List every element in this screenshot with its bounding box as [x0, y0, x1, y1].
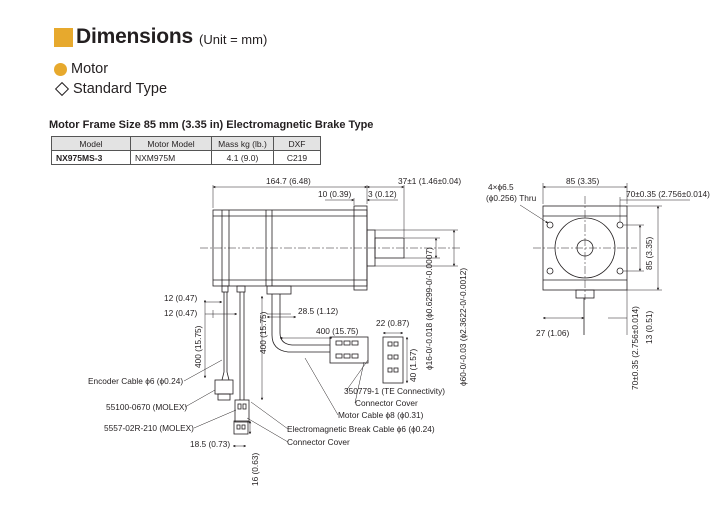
cell-model: NX975MS-3	[52, 151, 131, 165]
connector-front	[383, 337, 403, 383]
mount-hole	[617, 268, 623, 274]
dim-shaft-dia: ϕ16-0/-0.018 (ϕ0.6299-0/-0.0007)	[424, 247, 434, 370]
label-te-connector: 350779-1 (TE Connectivity)	[344, 386, 445, 396]
frame-title: Motor Frame Size 85 mm (3.35 in) Electromagnetic Brake Type	[49, 119, 374, 131]
encoder-cable	[222, 292, 224, 380]
dim-10: 10 (0.39)	[318, 189, 352, 199]
dim-13: 13 (0.51)	[644, 310, 654, 344]
dim-16: 16 (0.63)	[250, 452, 260, 486]
mount-hole	[617, 222, 623, 228]
mount-hole	[547, 268, 553, 274]
leader-line	[305, 358, 338, 415]
pin	[243, 404, 246, 409]
col-dxf: DXF	[274, 137, 321, 151]
encoder-connector-latch	[218, 394, 230, 400]
pin	[336, 341, 342, 345]
dim-400-brake: 400 (15.75)	[258, 311, 268, 354]
cable-gland	[222, 286, 228, 292]
leader-line	[194, 410, 236, 428]
dim-flange-height: 85 (3.35)	[644, 236, 654, 270]
pin	[352, 341, 358, 345]
cell-dxf[interactable]: C219	[274, 151, 321, 165]
dim-12-b: 12 (0.47)	[164, 308, 198, 318]
col-motor-model: Motor Model	[131, 137, 212, 151]
brake-connector-front	[234, 421, 248, 434]
pin	[352, 354, 358, 358]
subcategory-label: Standard Type	[73, 81, 168, 97]
motor-cable	[272, 294, 330, 352]
dim-28-5: 28.5 (1.12)	[298, 306, 339, 316]
encoder-connector	[215, 380, 233, 394]
col-model: Model	[52, 137, 131, 151]
dim-40: 40 (1.57)	[408, 348, 418, 382]
cell-mass: 4.1 (9.0)	[212, 151, 274, 165]
pin	[344, 354, 350, 358]
pin	[394, 368, 398, 372]
label-molex-1: 55100-0670 (MOLEX)	[106, 402, 188, 412]
dim-pcd-top: 70±0.35 (2.756±0.014)	[626, 189, 710, 199]
pin	[336, 354, 342, 358]
hole-spec-1: 4×ϕ6.5	[488, 182, 514, 192]
encoder-cable	[227, 292, 229, 380]
dim-overall-length: 164.7 (6.48)	[266, 176, 311, 186]
label-motor-cable: Motor Cable ϕ8 (ϕ0.31)	[338, 410, 424, 420]
label-encoder-cable: Encoder Cable ϕ6 (ϕ0.24)	[88, 376, 184, 386]
dim-400-motor: 400 (15.75)	[316, 326, 359, 336]
leader-line	[251, 402, 288, 429]
hole-spec-2: (ϕ0.256) Thru	[486, 193, 537, 203]
cable-gland	[267, 286, 291, 294]
dim-400-encoder: 400 (15.75)	[193, 325, 203, 368]
label-brake-cable: Electromagnetic Break Cable ϕ6 (ϕ0.24)	[287, 424, 435, 434]
pin	[237, 425, 240, 429]
pin	[238, 404, 241, 409]
label-connector-cover-right: Connector Cover	[355, 398, 418, 408]
label-molex-2: 5557-02R-210 (MOLEX)	[104, 423, 194, 433]
leader-line	[184, 360, 222, 381]
pin	[394, 355, 398, 359]
dim-shaft-length: 37±1 (1.46±0.04)	[398, 176, 462, 186]
dim-27: 27 (1.06)	[536, 328, 570, 338]
col-mass: Mass kg (lb.)	[212, 137, 274, 151]
leader-line	[520, 205, 548, 223]
pin	[344, 341, 350, 345]
brake-connector	[235, 400, 249, 422]
pin	[394, 342, 398, 346]
leader-line	[247, 418, 288, 442]
pin	[388, 355, 392, 359]
motor-cable	[280, 294, 330, 345]
category-label: Motor	[71, 61, 109, 77]
page-title: Dimensions	[76, 25, 194, 48]
dim-pilot-dia: ϕ60-0/-0.03 (ϕ2.3622-0/-0.0012)	[458, 267, 468, 386]
leader-line	[185, 390, 215, 407]
label-connector-cover-bottom: Connector Cover	[287, 437, 350, 447]
pin	[242, 425, 245, 429]
dim-12-a: 12 (0.47)	[164, 293, 198, 303]
dim-18-5: 18.5 (0.73)	[190, 439, 231, 449]
cable-gland	[237, 286, 245, 292]
unit-note: (Unit = mm)	[199, 31, 268, 47]
dim-22: 22 (0.87)	[376, 318, 410, 328]
dim-flange-width: 85 (3.35)	[566, 176, 600, 186]
dim-pcd-vertical: 70±0.35 (2.756±0.014)	[630, 306, 640, 390]
pin	[388, 342, 392, 346]
leader-line	[355, 362, 364, 403]
cell-motor-model: NXM975M	[131, 151, 212, 165]
pin	[388, 368, 392, 372]
dim-3: 3 (0.12)	[368, 189, 397, 199]
